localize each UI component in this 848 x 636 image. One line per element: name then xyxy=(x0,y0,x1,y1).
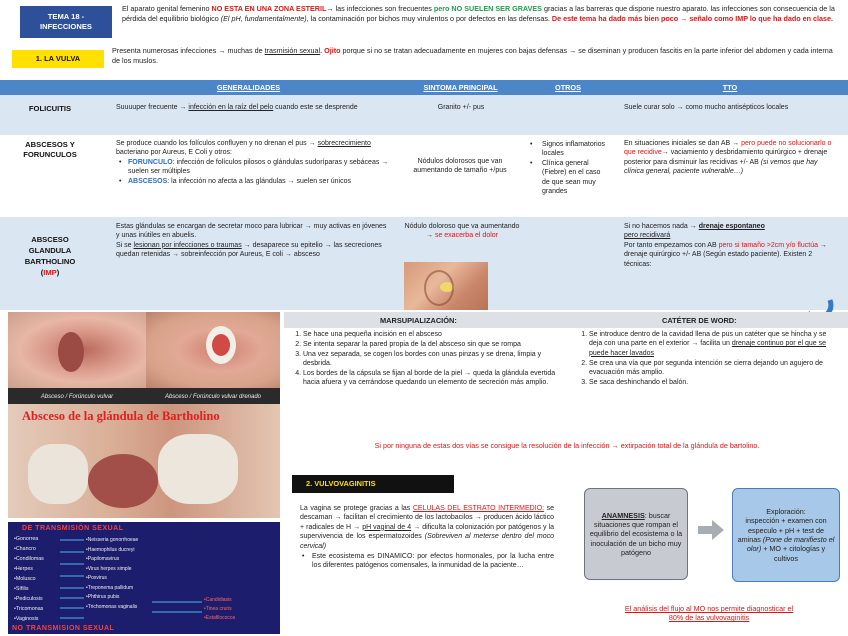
exploracion-box: Exploración: inspección + examen con especulo + pH + test de aminas (Pone de manifiesto el olor) + MO + citologías y cultivos xyxy=(732,488,840,582)
row1-generalidades xyxy=(116,103,391,112)
row1-gen-b: cuando este se desprende xyxy=(273,104,358,111)
row2-bullet1-rest: : infección de folículos pilosos o glándulas sudoríparas y sebáceas → suelen ser múltiples xyxy=(128,158,389,176)
transmision-title-top: DE TRANSMISIÓN SEXUAL xyxy=(22,525,124,532)
row2-bullet2-blue: ABSCESOS xyxy=(128,177,168,185)
intro-text-green: pero NO SUELEN SER GRAVES xyxy=(433,4,542,13)
row2-label xyxy=(0,140,100,161)
row3-label-line1: ABSCESO xyxy=(31,235,69,244)
marsup-steps xyxy=(290,330,558,388)
row3-label-line2: GLANDULA xyxy=(28,246,72,255)
row3-label-line3: BARTHOLINO xyxy=(24,257,76,266)
extirpacion-note: Si por ninguna de estas dos vías se consigue la resolución de la infección → extirpación total de la glándula de bartolino. xyxy=(374,441,760,450)
row2-otros-item-2: • Clínica general (Fiebre) en el caso de que sean muy grandes xyxy=(530,159,601,195)
row2-bullet2-rest: : la infección no afecta a las glándulas → suelen ser únicos xyxy=(167,177,351,185)
row2-bullet-abscesos: • ABSCESOS: la infección no afecta a las glándulas → suelen ser únicos xyxy=(119,177,351,185)
header-generalidades: GENERALIDADES xyxy=(100,80,397,95)
marsup-step: 1. Se hace una pequeña incisión en el absceso xyxy=(303,330,558,339)
intro-text-red: NO ESTA EN UNA ZONA ESTERIL xyxy=(211,4,327,13)
row2-otros-item-1: • Signos inflamatorios locales xyxy=(530,141,606,158)
row1-label: FOLICUITIS xyxy=(28,104,72,113)
tema-label-line1: TEMA 18 - xyxy=(47,12,85,22)
row2-bullet1-blue: FORUNCULO xyxy=(128,158,173,166)
row1-sintoma: Granito +/- pus xyxy=(437,104,485,111)
transmision-title-bottom: NO TRANSMISION SEXUAL xyxy=(12,625,115,632)
row2-gen-u: sobrecrecimiento xyxy=(317,140,371,147)
marsup-step: 2. Se intenta separar la pared propia de la del absceso sin que se rompa xyxy=(303,340,558,349)
cateter-step: 2. Se crea una vía que por segunda intención se cierra dejando un agujero de evacuación más amplio. xyxy=(589,359,838,378)
header-tto: TTO xyxy=(612,80,848,95)
row2-tto-a: En situaciones iniciales se dan AB → xyxy=(624,140,742,147)
row3-label xyxy=(0,234,100,278)
transmision-left-list: •Gonorrea •Chancro •Condilomas •Herpes •Molusco •Sífilis •Pediculosis •Tricomonas •Vaginosis xyxy=(14,536,44,622)
row2-tto-italic: (si vemos que hay clínica general, paciente vulnerable…) xyxy=(624,158,818,176)
intro-paragraph xyxy=(122,4,838,24)
cateter-steps xyxy=(576,330,838,388)
vulvovaginitis-text: La vagina se protege gracias a las CELULAS DEL ESTRATO INTERMEDIO: se descaman → facilitan el crecimiento de los lactobacilos → producen ácido láctico + radicales de H → pH vaginal de 4 → dificulta la colonización por patógenos y la supervivencia de los espermatozoides (Sobreviven al meterse dentro del moco cervical) • Este ecosistema es DINAMICO: por efectos hormonales, por la lucha entre los diferentes patógenos comensales, la inmunidad de la paciente… xyxy=(300,505,554,570)
cateter-step: 1. Se introduce dentro de la cavidad llena de pus un catéter que se hincha y se deja con una parte en el exterior → facilita un drenaje continuo por el que se puede hacer lavados xyxy=(589,330,838,358)
row2-tto xyxy=(624,139,839,177)
marsup-step: 3. Una vez separada, se cogen los bordes con unas pinzas y se drena, limpia y desbrida. xyxy=(303,350,558,369)
transmision-mid-list: •Neisseria gonorrhoeae •Haemophilus ducreyi •Papilomavirus •Virus herpes simple •Poxvirus •Treponema pallidum •Phthirus pubis •Trichomonas vaginalis xyxy=(86,537,139,610)
row1-bg xyxy=(0,95,848,135)
transmision-right-list: •Candidiasis •Tinea cruris •Estafilococos xyxy=(204,597,236,621)
marsup-title: MARSUPIALIZACIÓN: xyxy=(380,316,457,325)
bartholino-thumb-photo xyxy=(404,262,488,310)
intro-text-italic: (El pH, fundamentalmente) xyxy=(220,13,307,23)
row3-sintoma: Nódulo doloroso que va aumentando → se exacerba el dolor xyxy=(404,223,520,240)
row2-otros xyxy=(528,140,610,196)
row3-gen-p1: Estas glándulas se encargan de secretar moco para lubricar → muy activas en jóvenes y unas inútiles en abuelis. xyxy=(116,223,387,240)
row3-generalidades xyxy=(116,222,391,260)
row2-tto-red: pero puede no solucionarlo o que recidive xyxy=(624,140,832,157)
vulva-section-label: 1. LA VULVA xyxy=(12,50,104,68)
tema-label-line2: INFECCIONES xyxy=(40,22,92,31)
caption-right: Absceso / Forúnculo vulvar drenado xyxy=(164,394,262,400)
row3-gen-p2: Si se lesionan por infecciones o traumas → desaparece su epitelio → las secreciones quedan retenidas → sobreinfección por Aureus, E coli → absceso xyxy=(116,241,382,259)
row1-gen-a: Suuuuper frecuente → xyxy=(116,104,189,111)
bartholino-photo-title: Absceso de la glándula de Bartholino xyxy=(22,409,220,423)
intro-text-d: , la contaminación por bichos muy virulentos o por defectos en las defensas. xyxy=(306,13,552,23)
header-sintoma: SINTOMA PRINCIPAL xyxy=(397,80,524,95)
vulva-text-a: Presenta numerosas infecciones → muchas de xyxy=(112,46,265,55)
vulva-text-u: trasmisión sexual xyxy=(264,46,321,55)
intro-text-red2: De este tema ha dado más bien poco → señalo como IMP lo que ha dado en clase. xyxy=(551,13,833,23)
intro-text-a: El aparato genital femenino xyxy=(122,4,212,13)
vulva-text-red: . Ojito xyxy=(320,46,341,55)
row2-generalidades xyxy=(116,139,391,186)
row2-label-line1: ABSCESOS Y xyxy=(25,140,75,149)
transmision-diagram xyxy=(8,522,280,634)
cateter-step: 3. Se saca deshinchando el balón. xyxy=(589,378,838,387)
intro-text-b: → las infecciones son frecuentes xyxy=(326,4,434,13)
transmision-arrows-icon xyxy=(56,536,206,624)
vulvovaginitis-label: 2. VULVOVAGINITIS xyxy=(292,475,454,493)
intro-text-c: gracias a las barreras que dispone nuestro aparato. las infecciones son consecuencia de la pérdida del equilibrio biológico xyxy=(122,4,835,23)
cateter-title: CATÉTER DE WORD: xyxy=(662,316,737,325)
vulva-intro xyxy=(112,46,838,66)
row2-tto-b: → vaciamiento y desbridamiento quirúrgico + drenaje posterior para disminuir las recidivas +/- AB xyxy=(624,149,828,166)
flow-arrow-icon xyxy=(698,520,724,540)
row2-label-line2: FORUNCULOS xyxy=(23,150,77,160)
tema-label xyxy=(20,6,112,38)
photo-absceso-vulvar xyxy=(8,312,146,388)
row3-label-imp: (IMP) xyxy=(40,268,60,277)
analisis-note: El análisis del flujo al MO nos permite diagnosticar el 80% de las vulvovaginitis xyxy=(624,604,794,623)
row2-gen-b: bacteriano por Aureus, E Coli y otros: xyxy=(116,149,232,157)
row2-sintoma: Nódulos dolorosos que van aumentando de tamaño +/pus xyxy=(413,158,507,175)
row1-tto: Suele curar solo → como mucho antisépticos locales xyxy=(624,104,789,111)
row2-bullet-forunculo: • FORUNCULO: infección de folículos pilosos o glándulas sudoríparas y sebáceas → suelen ser múltiples xyxy=(119,158,389,176)
vulva-text-b: porque si no se tratan adecuadamente en mujeres con bajas defensas → se diseminan y producen fascitis en la parte inferior del abdomen y cada interna de los muslos. xyxy=(112,46,833,65)
photo-absceso-drenado xyxy=(146,312,280,388)
row2-gen-a: Se produce cuando los folículos confluyen y no drenan el pus → xyxy=(116,140,318,147)
row3-tto: Si no hacemos nada → drenaje espontaneo pero recidivará Por tanto empezamos con AB pero si tamaño >2cm y/o fluctúa → drenaje quirúrgico +/- AB (Según estado paciente). Existen 2 técnicas: xyxy=(624,223,827,268)
header-otros: OTROS xyxy=(524,80,612,95)
anamnesis-box: ANAMNESIS: buscar situaciones que rompan el equilibrio del ecosistema o la inoculación de un bicho muy patógeno xyxy=(584,488,688,580)
row1-gen-u: infección en la raíz del pelo xyxy=(188,104,274,111)
marsup-step: 4. Los bordes de la cápsula se fijan al borde de la piel → queda la glándula evertida hacia afuera y va cerrándose quedando un elemento de secreción más amplio. xyxy=(303,369,558,388)
caption-left: Absceso / Forúnculo vulvar xyxy=(40,394,114,400)
techniques-header-band xyxy=(284,312,848,328)
